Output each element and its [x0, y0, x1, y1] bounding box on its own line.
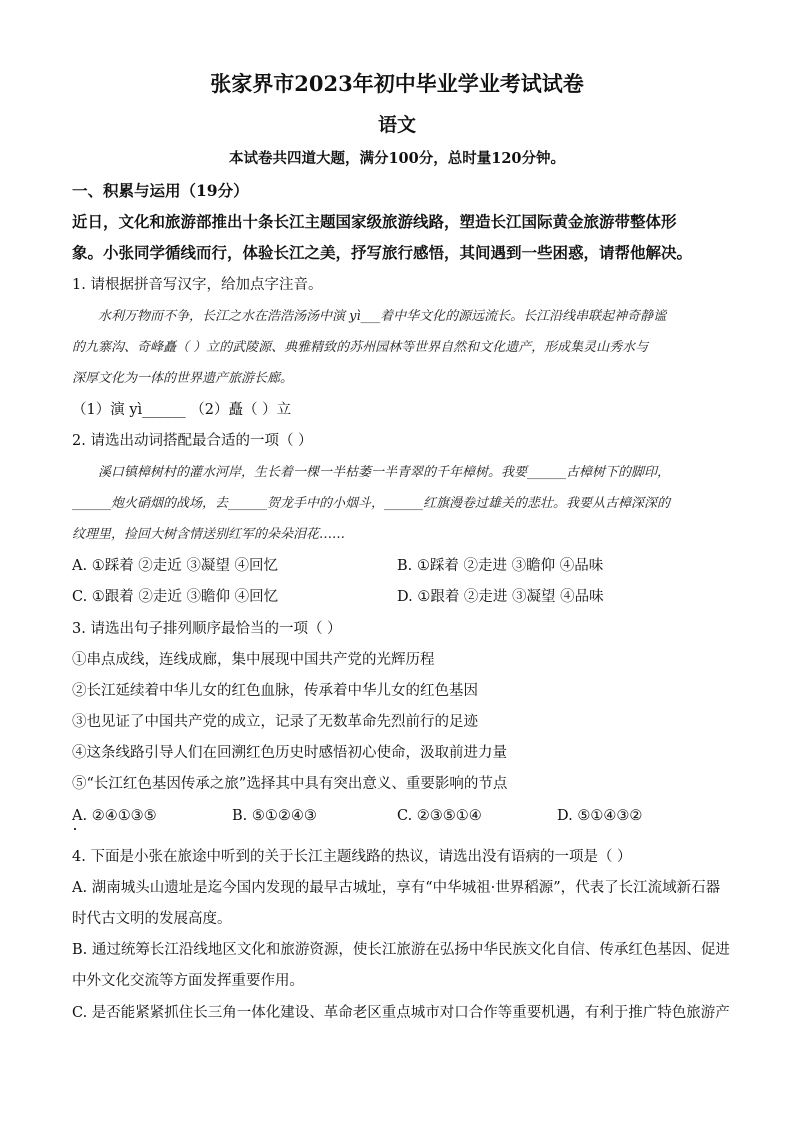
- q2-stem: 2. 请选出动词搭配最合适的一项（ ）: [72, 433, 313, 449]
- q3-sentence: ④这条线路引导人们在回溯红色历史时感悟初心使命，汲取前进力量: [72, 745, 507, 761]
- q1-answer-line: （1）演 yì______ （2）矗（ ）立: [72, 402, 292, 418]
- q4-stem: 4. 下面是小张在旅途中听到的关于长江主题线路的热议，请选出没有语病的一项是（ ）: [72, 849, 632, 865]
- q4-option-line: B. 通过统筹长江沿线地区文化和旅游资源，使长江旅游在弘扬中华民族文化自信、传承红色基因、促进: [72, 942, 730, 958]
- q1-passage-line: 深厚文化为一体的世界遗产旅游长廊。: [72, 371, 294, 386]
- q3-option-a: A. ②④①③⑤: [72, 808, 157, 824]
- q3-sentence: ②长江延续着中华儿女的红色血脉，传承着中华儿女的红色基因: [72, 683, 478, 699]
- stray-mark: [74, 828, 76, 830]
- q4-option-line: A. 湖南城头山遗址是迄今国内发现的最早古城址，享有“中华城祖·世界稻源”，代表了长江流域新石器: [72, 880, 721, 896]
- subject-title: 语文: [377, 114, 416, 136]
- section-heading: 一、积累与运用（19分）: [72, 181, 249, 200]
- q3-option-d: D. ⑤①④③②: [557, 808, 643, 824]
- q4-option-line: 时代古文明的发展高度。: [72, 911, 232, 927]
- q3-option-c: C. ②③⑤①④: [397, 808, 482, 824]
- q1-stem: 1. 请根据拼音写汉字，给加点字注音。: [72, 277, 323, 293]
- page-title: 张家界市2023年初中毕业学业考试试卷: [210, 71, 584, 96]
- q3-option-b: B. ⑤①②④③: [232, 808, 317, 824]
- exam-note: 本试卷共四道大题，满分100分，总时量120分钟。: [228, 150, 566, 167]
- q3-stem: 3. 请选出句子排列顺序最恰当的一项（ ）: [72, 621, 342, 637]
- q2-option-d: D. ①跟着 ②走进 ③凝望 ④品味: [397, 589, 604, 605]
- q2-option-b: B. ①踩着 ②走进 ③瞻仰 ④品味: [397, 558, 604, 574]
- q2-passage-line: ______炮火硝烟的战场，去______贺龙手中的小烟斗，______红旗漫卷过雄关的悲壮。我要从古樟深深的: [72, 496, 671, 511]
- q4-option-line: C. 是否能紧紧抓住长三角一体化建设、革命老区重点城市对口合作等重要机遇，有利于推广特色旅游产: [72, 1005, 730, 1021]
- q2-passage-line: 溪口镇樟树村的灌水河岸，生长着一棵一半枯萎一半青翠的千年樟树。我要______古樟树下的脚印，: [98, 465, 671, 480]
- q1-passage-line: 水利万物而不争，长江之水在浩浩汤汤中演 yì___着中华文化的源远流长。长江沿线串联起神奇静谧: [98, 309, 667, 324]
- q4-option-line: 中外文化交流等方面发挥重要作用。: [72, 973, 304, 989]
- q1-passage-line: 的九寨沟、奇峰矗（ ）立的武陵源、典雅精致的苏州园林等世界自然和文化遗产，形成集灵山秀水与: [72, 340, 649, 355]
- q3-sentence: ③也见证了中国共产党的成立，记录了无数革命先烈前行的足迹: [72, 714, 478, 730]
- q2-option-c: C. ①跟着 ②走近 ③瞻仰 ④回忆: [72, 589, 279, 605]
- q3-sentence: ①串点成线，连线成廊，集中展现中国共产党的光辉历程: [72, 652, 435, 668]
- q2-option-a: A. ①踩着 ②走近 ③凝望 ④回忆: [72, 558, 279, 574]
- q3-sentence: ⑤“长江红色基因传承之旅”选择其中具有突出意义、重要影响的节点: [72, 776, 508, 792]
- section-intro-line: 象。小张同学循线而行，体验长江之美，抒写旅行感悟，其间遇到一些困惑，请帮他解决。: [72, 243, 693, 262]
- q2-passage-line: 纹理里，捡回大树含情送别红军的朵朵泪花……: [72, 527, 346, 542]
- section-intro-line: 近日，文化和旅游部推出十条长江主题国家级旅游线路，塑造长江国际黄金旅游带整体形: [72, 212, 677, 231]
